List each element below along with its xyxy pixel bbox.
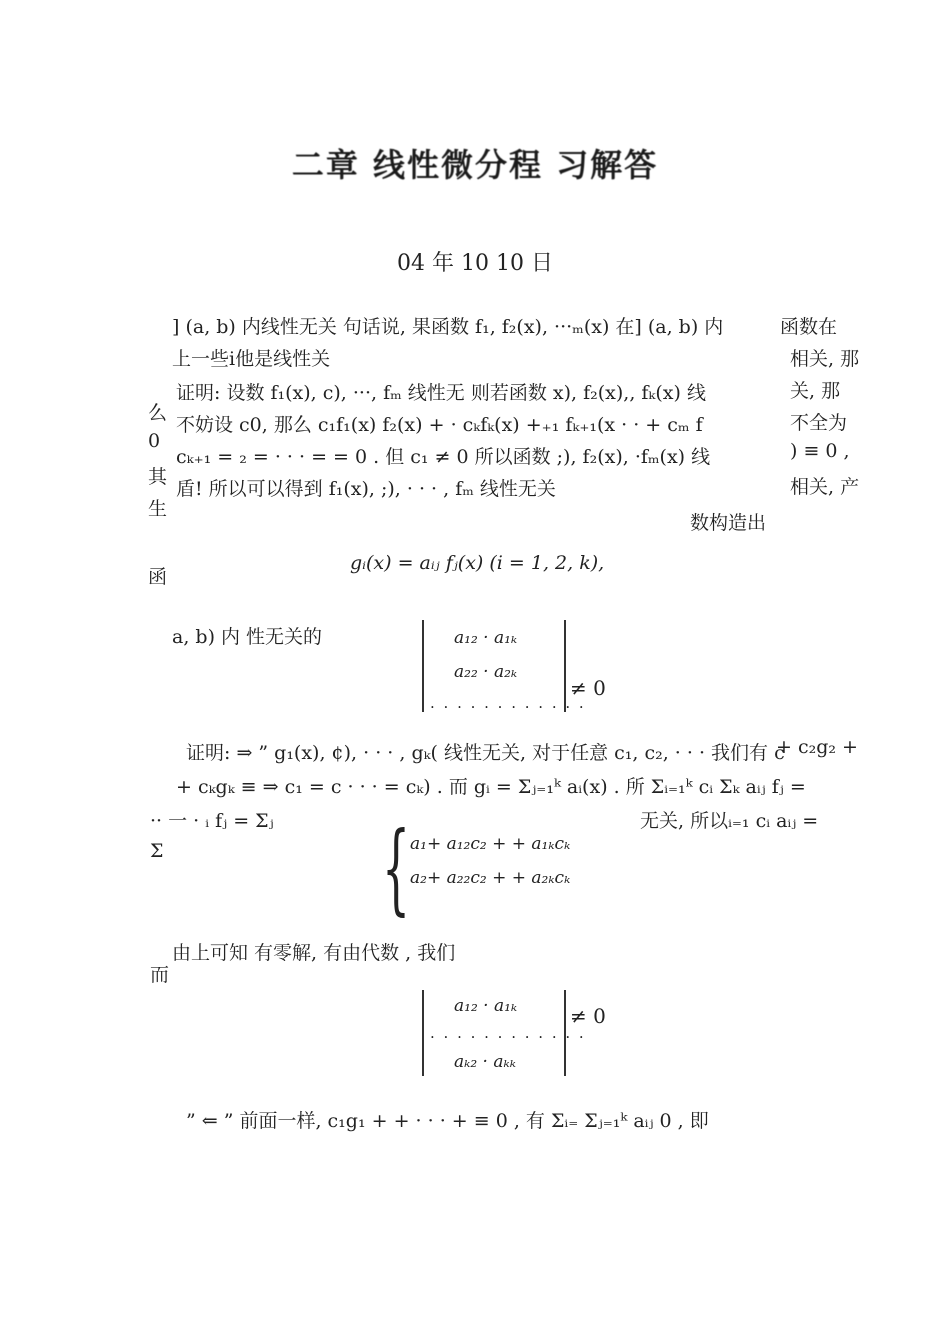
paragraph-line: 而 [150,964,170,986]
margin-fragment: 么 [148,402,168,424]
left-brace: { [382,812,411,926]
determinant-dots: . . . . . . . . . . . . [430,694,586,712]
formula: gᵢ(x) = aᵢⱼ fⱼ(x) (i = 1, 2, k), [350,552,605,574]
proof-line: 盾! 所以可以得到 f₁(x), ;), · · · , fₘ 线性无关 [176,478,556,500]
paragraph-line: 函数在 [780,316,838,338]
equation-row: a₂+ a₂₂c₂ + + a₂ₖcₖ [410,868,571,888]
paragraph-line: 相关, 产 [790,476,860,498]
margin-fragment: 函 [148,566,168,588]
margin-fragment: 0 [148,430,161,452]
determinant-dots: . . . . . . . . . . . . [430,1024,586,1042]
margin-fragment: 生 [148,498,168,520]
paragraph-line: 上一些i他是线性关 [172,348,331,370]
paragraph-line: 数构造出 [690,512,767,534]
proof-line: cₖ₊₁ = ₂ = · · · = = 0 . 但 c₁ ≠ 0 所以函数 ;), f₂(x), ·fₘ(x) 线 [176,446,711,468]
paragraph-line: ] (a, b) 内线性无关 句话说, 果函数 f₁, f₂(x), ···ₘ(x) 在] (a, b) 内 [172,316,724,338]
not-equal-zero: ≠ 0 [570,676,606,700]
proof-line: + cₖgₖ ≡ ⇒ c₁ = c · · · = cₖ) . 而 gᵢ = Σⱼ₌₁ᵏ aᵢ(x) . 所 Σᵢ₌₁ᵏ cᵢ Σₖ aᵢⱼ fⱼ = [176,776,806,798]
proof-line: 证明: 设数 f₁(x), c), ···, fₘ 线性无 则若函数 x), f₂(x),, fₖ(x) 线 [176,382,706,404]
proof-line: Σ [150,840,164,862]
determinant-row: a₁₂ · a₁ₖ [454,996,518,1016]
determinant-row: aₖ₂ · aₖₖ [454,1052,516,1072]
not-equal-zero: ≠ 0 [570,1004,606,1028]
determinant-row: a₂₂ · a₂ₖ [454,662,518,682]
proof-line: + c₂g₂ + [776,736,858,758]
determinant-row: a₁₂ · a₁ₖ [454,628,518,648]
paragraph-line: 相关, 那 [790,348,860,370]
proof-line: 不妨设 c0, 那么 c₁f₁(x) f₂(x) + · cₖfₖ(x) +₊₁ fₖ₊₁(x · · + cₘ f [176,414,703,436]
determinant [422,990,586,1076]
determinant-label: a, b) 内 性无关的 [172,626,323,648]
paragraph-line: 不全为 [790,412,848,434]
margin-fragment: 其 [148,466,168,488]
proof-line: 证明: ⇒ ” g₁(x), ¢), · · · , gₖ( 线性无关, 对于任意 c₁, c₂, · · · 我们有 c [186,742,785,764]
page-title: 二章 线性微分程 习解答 [291,146,659,184]
proof-line: 无关, 所以ᵢ₌₁ cᵢ aᵢⱼ = [640,810,819,832]
proof-line: ·· 一 · ᵢ fⱼ = Σⱼ [150,810,274,832]
paragraph-line: 由上可知 有零解, 有由代数 , 我们 [172,942,456,964]
paragraph-line: 关, 那 [790,380,841,402]
paragraph-line: ” ⇐ ” 前面一样, c₁g₁ + + · · · + ≡ 0 , 有 Σᵢ₌ Σⱼ₌₁ᵏ aᵢⱼ 0 , 即 [186,1110,709,1132]
equation-row: a₁+ a₁₂c₂ + + a₁ₖcₖ [410,834,571,854]
document-date: 04 年 10 10 日 [397,251,553,276]
determinant [422,620,586,712]
paragraph-line: ) ≡ 0 , [790,440,850,462]
